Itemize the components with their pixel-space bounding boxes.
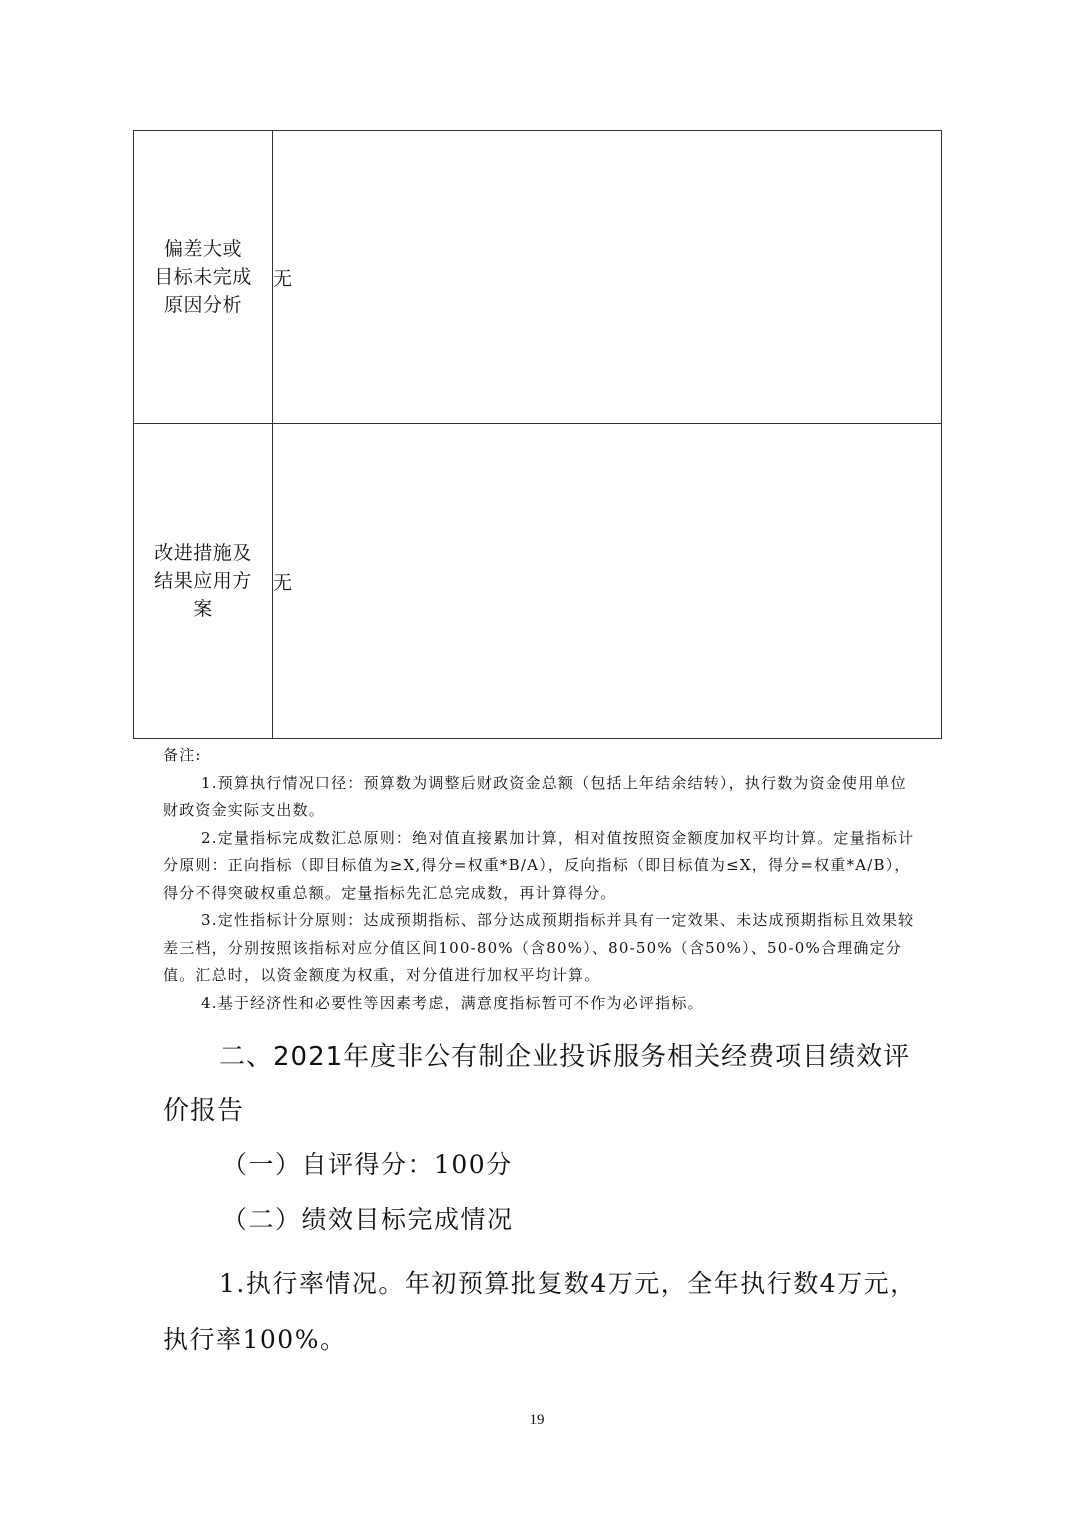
note-item: 3.定性指标计分原则：达成预期指标、部分达成预期指标并具有一定效果、未达成预期指标且效果较差三档，分别按照该指标对应分值区间100-80%（含80%）、80-50%（含50%）、50-0%合理确定分值。汇总时，以资金额度为权重，对分值进行加权平均计算。	[163, 911, 915, 984]
row-label-deviation-analysis	[134, 131, 273, 424]
label-line: 案	[193, 598, 213, 620]
row-value: 无	[273, 424, 942, 739]
notes-block	[163, 742, 915, 1017]
table-row	[134, 424, 942, 739]
note-item: 2.定量指标完成数汇总原则：绝对值直接累加计算，相对值按照资金额度加权平均计算。定量指标计分原则：正向指标（即目标值为≥X,得分=权重*B/A），反向指标（即目标值为≤X，得分=权重*A/B），得分不得突破权重总额。定量指标先汇总完成数，再计算得分。	[163, 828, 915, 902]
row-value: 无	[273, 131, 942, 424]
note-item: 1.预算执行情况口径：预算数为调整后财政资金总额（包括上年结余结转），执行数为资金使用单位财政资金实际支出数。	[163, 773, 907, 819]
subsection-self-score: （一）自评得分：100分	[222, 1150, 513, 1179]
page-number: 19	[529, 1412, 545, 1428]
subsection-performance-goals: （二）绩效目标完成情况	[222, 1205, 514, 1234]
table-row	[134, 131, 942, 424]
note-item: 4.基于经济性和必要性等因素考虑，满意度指标暂可不作为必评指标。	[201, 993, 704, 1012]
label-line: 偏差大或	[163, 238, 242, 260]
section-heading: 二、2021年度非公有制企业投诉服务相关经费项目绩效评价报告	[163, 1042, 911, 1126]
evaluation-table	[133, 130, 942, 739]
label-line: 结果应用方	[154, 570, 252, 592]
row-label-improvement-measures	[134, 424, 273, 739]
notes-title: 备注:	[163, 746, 202, 764]
execution-rate-paragraph: 1.执行率情况。年初预算批复数4万元，全年执行数4万元，执行率100%。	[163, 1269, 917, 1354]
label-line: 改进措施及	[154, 542, 252, 564]
label-line: 目标未完成	[154, 266, 252, 288]
label-line: 原因分析	[163, 294, 242, 316]
